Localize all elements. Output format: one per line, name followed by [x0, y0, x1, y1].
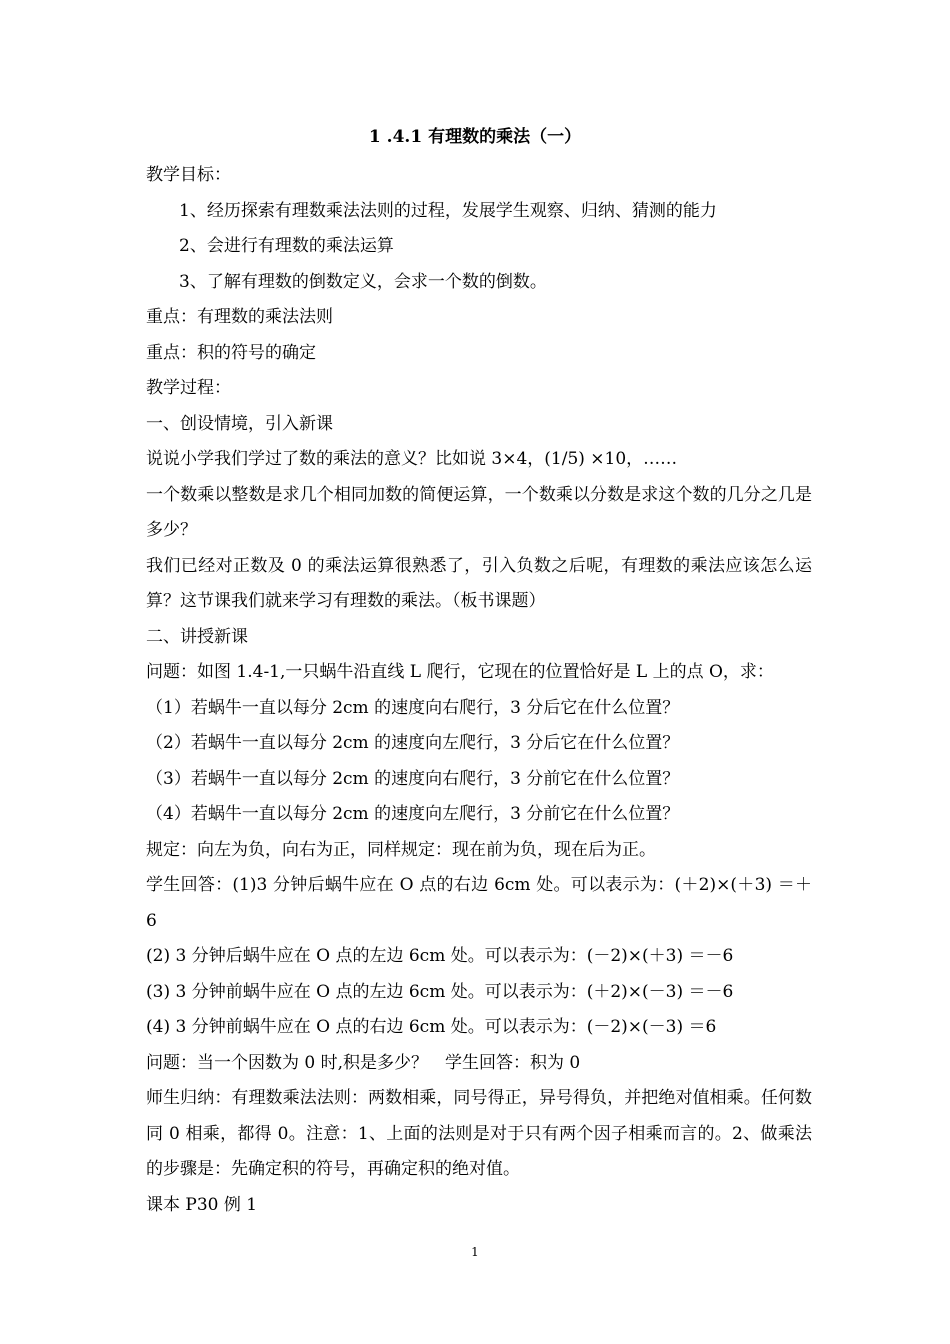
key-point: 重点：有理数的乘法法则 [146, 307, 333, 327]
problem-item: （1）若蜗牛一直以每分 2cm 的速度向右爬行，3 分后它在什么位置？ [146, 697, 680, 718]
intro-question: 说说小学我们学过了数的乘法的意义？比如说 3×4，(1/5) ×10，…… [146, 449, 678, 469]
rule-summary: 师生归纳：有理数乘法法则：两数相乘，同号得正，异号得负，并把绝对值相乘。任何数同 0 相乘，都得 0。注意：1、上面的法则是对于只有两个因子相乘而言的。2、做乘法的步骤是：先确定积的符号，再确定积的绝对值。 [146, 1088, 812, 1179]
problem-stem: 问题：如图 1.4-1,一只蜗牛沿直线 L 爬行，它现在的位置恰好是 L 上的点 O，求： [146, 662, 774, 682]
rule-convention: 规定：向左为负，向右为正，同样规定：现在前为负，现在后为正。 [146, 839, 656, 860]
problem-item: （4）若蜗牛一直以每分 2cm 的速度向左爬行，3 分前它在什么位置？ [146, 804, 680, 824]
problem-item: （3）若蜗牛一直以每分 2cm 的速度向右爬行，3 分前它在什么位置？ [146, 768, 680, 789]
difficult-point: 重点：积的符号的确定 [146, 342, 316, 363]
objectives-heading: 教学目标： [146, 165, 231, 185]
objective-item: 1、经历探索有理数乘法法则的过程，发展学生观察、归纳、猜测的能力 [179, 200, 717, 221]
textbook-reference: 课本 P30 例 1 [146, 1194, 258, 1215]
page-number: 1 [471, 1245, 479, 1259]
page-title: 1 .4.1 有理数的乘法（一） [368, 127, 582, 147]
student-answer: (4) 3 分钟前蜗牛应在 O 点的右边 6cm 处。可以表示为：(－2)×(－3) ＝6 [146, 1017, 717, 1037]
student-answer: 学生回答：(1)3 分钟后蜗牛应在 O 点的右边 6cm 处。可以表示为：(＋2)×(＋3) ＝＋6 [146, 875, 812, 931]
process-heading: 教学过程： [146, 378, 231, 398]
objective-item: 2、会进行有理数的乘法运算 [179, 236, 394, 256]
student-answer: (2) 3 分钟后蜗牛应在 O 点的左边 6cm 处。可以表示为：(－2)×(＋3) ＝－6 [146, 946, 734, 966]
problem-item: （2）若蜗牛一直以每分 2cm 的速度向左爬行，3 分后它在什么位置？ [146, 733, 680, 753]
student-answer: (3) 3 分钟前蜗牛应在 O 点的左边 6cm 处。可以表示为：(＋2)×(－3) ＝－6 [146, 981, 734, 1002]
section-heading: 二、讲授新课 [146, 626, 248, 647]
objective-item: 3、了解有理数的倒数定义，会求一个数的倒数。 [179, 271, 547, 292]
document-body [146, 158, 812, 1223]
intro-paragraph: 一个数乘以整数是求几个相同加数的简便运算，一个数乘以分数是求这个数的几分之几是多少？ [146, 484, 812, 540]
section-heading: 一、创设情境，引入新课 [146, 413, 333, 434]
zero-question: 问题：当一个因数为 0 时,积是多少？ 学生回答：积为 0 [146, 1052, 581, 1073]
intro-paragraph: 我们已经对正数及 0 的乘法运算很熟悉了，引入负数之后呢，有理数的乘法应该怎么运算？这节课我们就来学习有理数的乘法。（板书课题） [146, 555, 812, 611]
